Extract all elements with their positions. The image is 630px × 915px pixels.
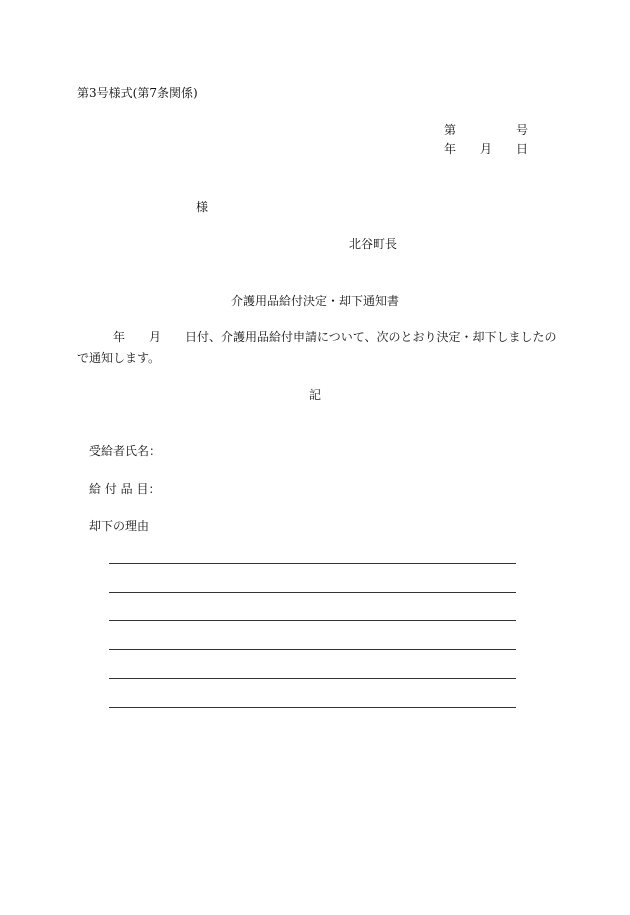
reason-writing-line <box>109 678 516 679</box>
body-month-label: 月 <box>149 330 162 344</box>
form-number-label: 第3号様式(第7条関係) <box>77 86 198 100</box>
document-number-suffix: 号 <box>516 123 529 137</box>
body-text-line-1: 日付、介護用品給付申請について、次のとおり決定・却下しましたの <box>185 330 557 344</box>
body-year-label: 年 <box>113 330 126 344</box>
reason-writing-line <box>109 649 516 650</box>
reason-writing-line <box>109 620 516 621</box>
date-day-label: 日 <box>516 142 529 156</box>
benefit-items-label: 給 付 品 目： <box>89 482 161 496</box>
recipient-name-label: 受給者氏名： <box>89 444 162 458</box>
reason-writing-line <box>109 563 516 564</box>
addressee-honorific: 様 <box>196 200 209 214</box>
document-title: 介護用品給付決定・却下通知書 <box>230 294 399 308</box>
document-number-prefix: 第 <box>444 123 457 137</box>
issuer-name: 北谷町長 <box>349 237 398 251</box>
reason-writing-line <box>109 707 516 708</box>
rejection-reason-label: 却下の理由 <box>89 519 150 533</box>
body-paragraph-line-1 <box>77 330 557 344</box>
ki-heading: 記 <box>308 388 321 402</box>
date-month-label: 月 <box>480 142 493 156</box>
body-paragraph-line-2: で通知します。 <box>77 351 161 365</box>
reason-writing-line <box>109 592 516 593</box>
date-year-label: 年 <box>444 142 457 156</box>
